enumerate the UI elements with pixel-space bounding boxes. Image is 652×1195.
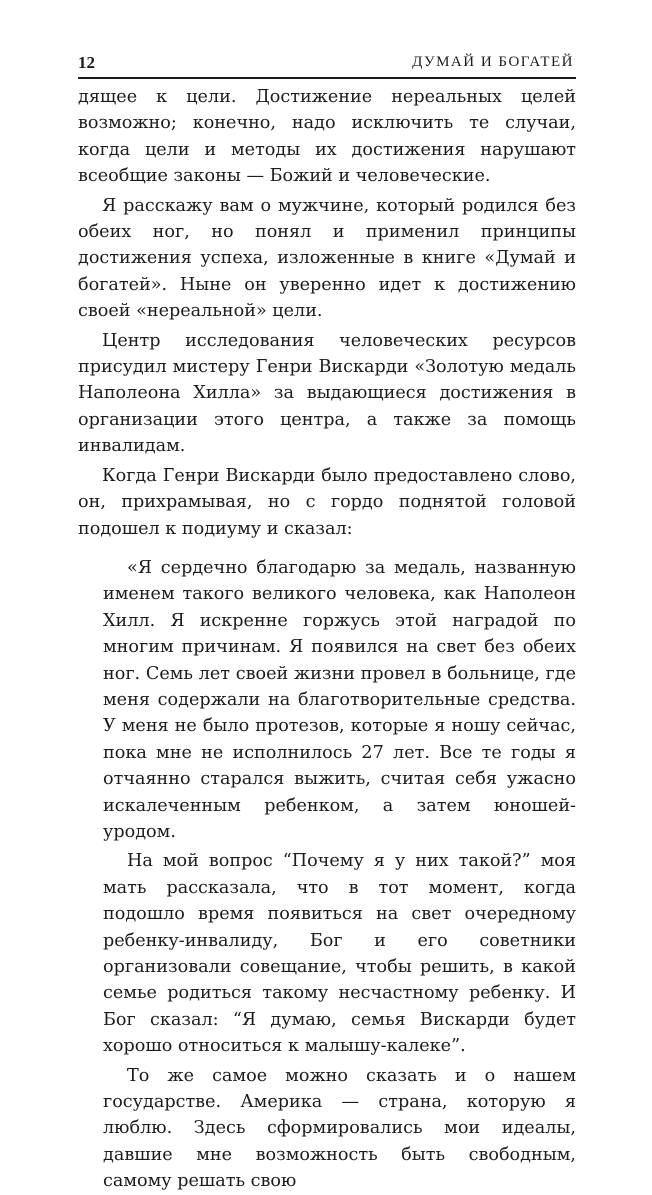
quote-paragraph: «Я сердечно благодарю за медаль, названную именем такого великого человека, как Наполеон Хилл. Я искренне горжусь этой наградой по многим причинам. Я появился на свет без обеих ног. Семь лет своей жизни провел в больнице, где меня содержали на благотворительные средства. У меня не было протезов, которые я ношу сейчас, пока мне не исполнилось 27 лет. Все те годы я отчаянно старался выжить, считая себя ужасно искалеченным ребенком, а затем юношей-уродом. (103, 557, 576, 842)
body-text (78, 84, 576, 1195)
block-quote (103, 555, 576, 1195)
quote-paragraph: То же самое можно сказать и о нашем государстве. Америка — страна, которую я люблю. Здесь сформировались мои идеалы, давшие мне возможность быть свободным, самому решать свою (103, 1065, 576, 1192)
quote-paragraph: На мой вопрос “Почему я у них такой?” моя мать рассказала, что в тот момент, когда подошло время появиться на свет очередному ребенку-инвалиду, Бог и его советники организовали совещание, чтобы решить, в какой семье родиться такому несчастному ребенку. И Бог сказал: “Я думаю, семья Вискарди будет хорошо относиться к малышу-калеке”. (103, 851, 576, 1057)
paragraph: Центр исследования человеческих ресурсов присудил мистеру Генри Вискарди «Золотую медаль Наполеона Хилла» за выдающиеся достижения в организации этого центра, а также за помощь инвалидам. (78, 330, 576, 457)
running-title: ДУМАЙ И БОГАТЕЙ (412, 54, 574, 70)
paragraph: Когда Генри Вискарди было предоставлено слово, он, прихрамывая, но с гордо поднятой головой подошел к подиуму и сказал: (78, 465, 576, 539)
paragraph: Я расскажу вам о мужчине, который родился без обеих ног, но понял и применил принципы достижения успеха, изложенные в книге «Думай и богатей». Ныне он уверенно идет к достижению своей «нереальной» цели. (78, 195, 576, 322)
running-header (78, 53, 576, 77)
header-rule (78, 77, 576, 79)
paragraph: дящее к цели. Достижение нереальных целей возможно; конечно, надо исключить те случаи, когда цели и методы их достижения нарушают всеобщие законы — Божий и человеческие. (78, 87, 576, 187)
page-number: 12 (78, 53, 95, 72)
